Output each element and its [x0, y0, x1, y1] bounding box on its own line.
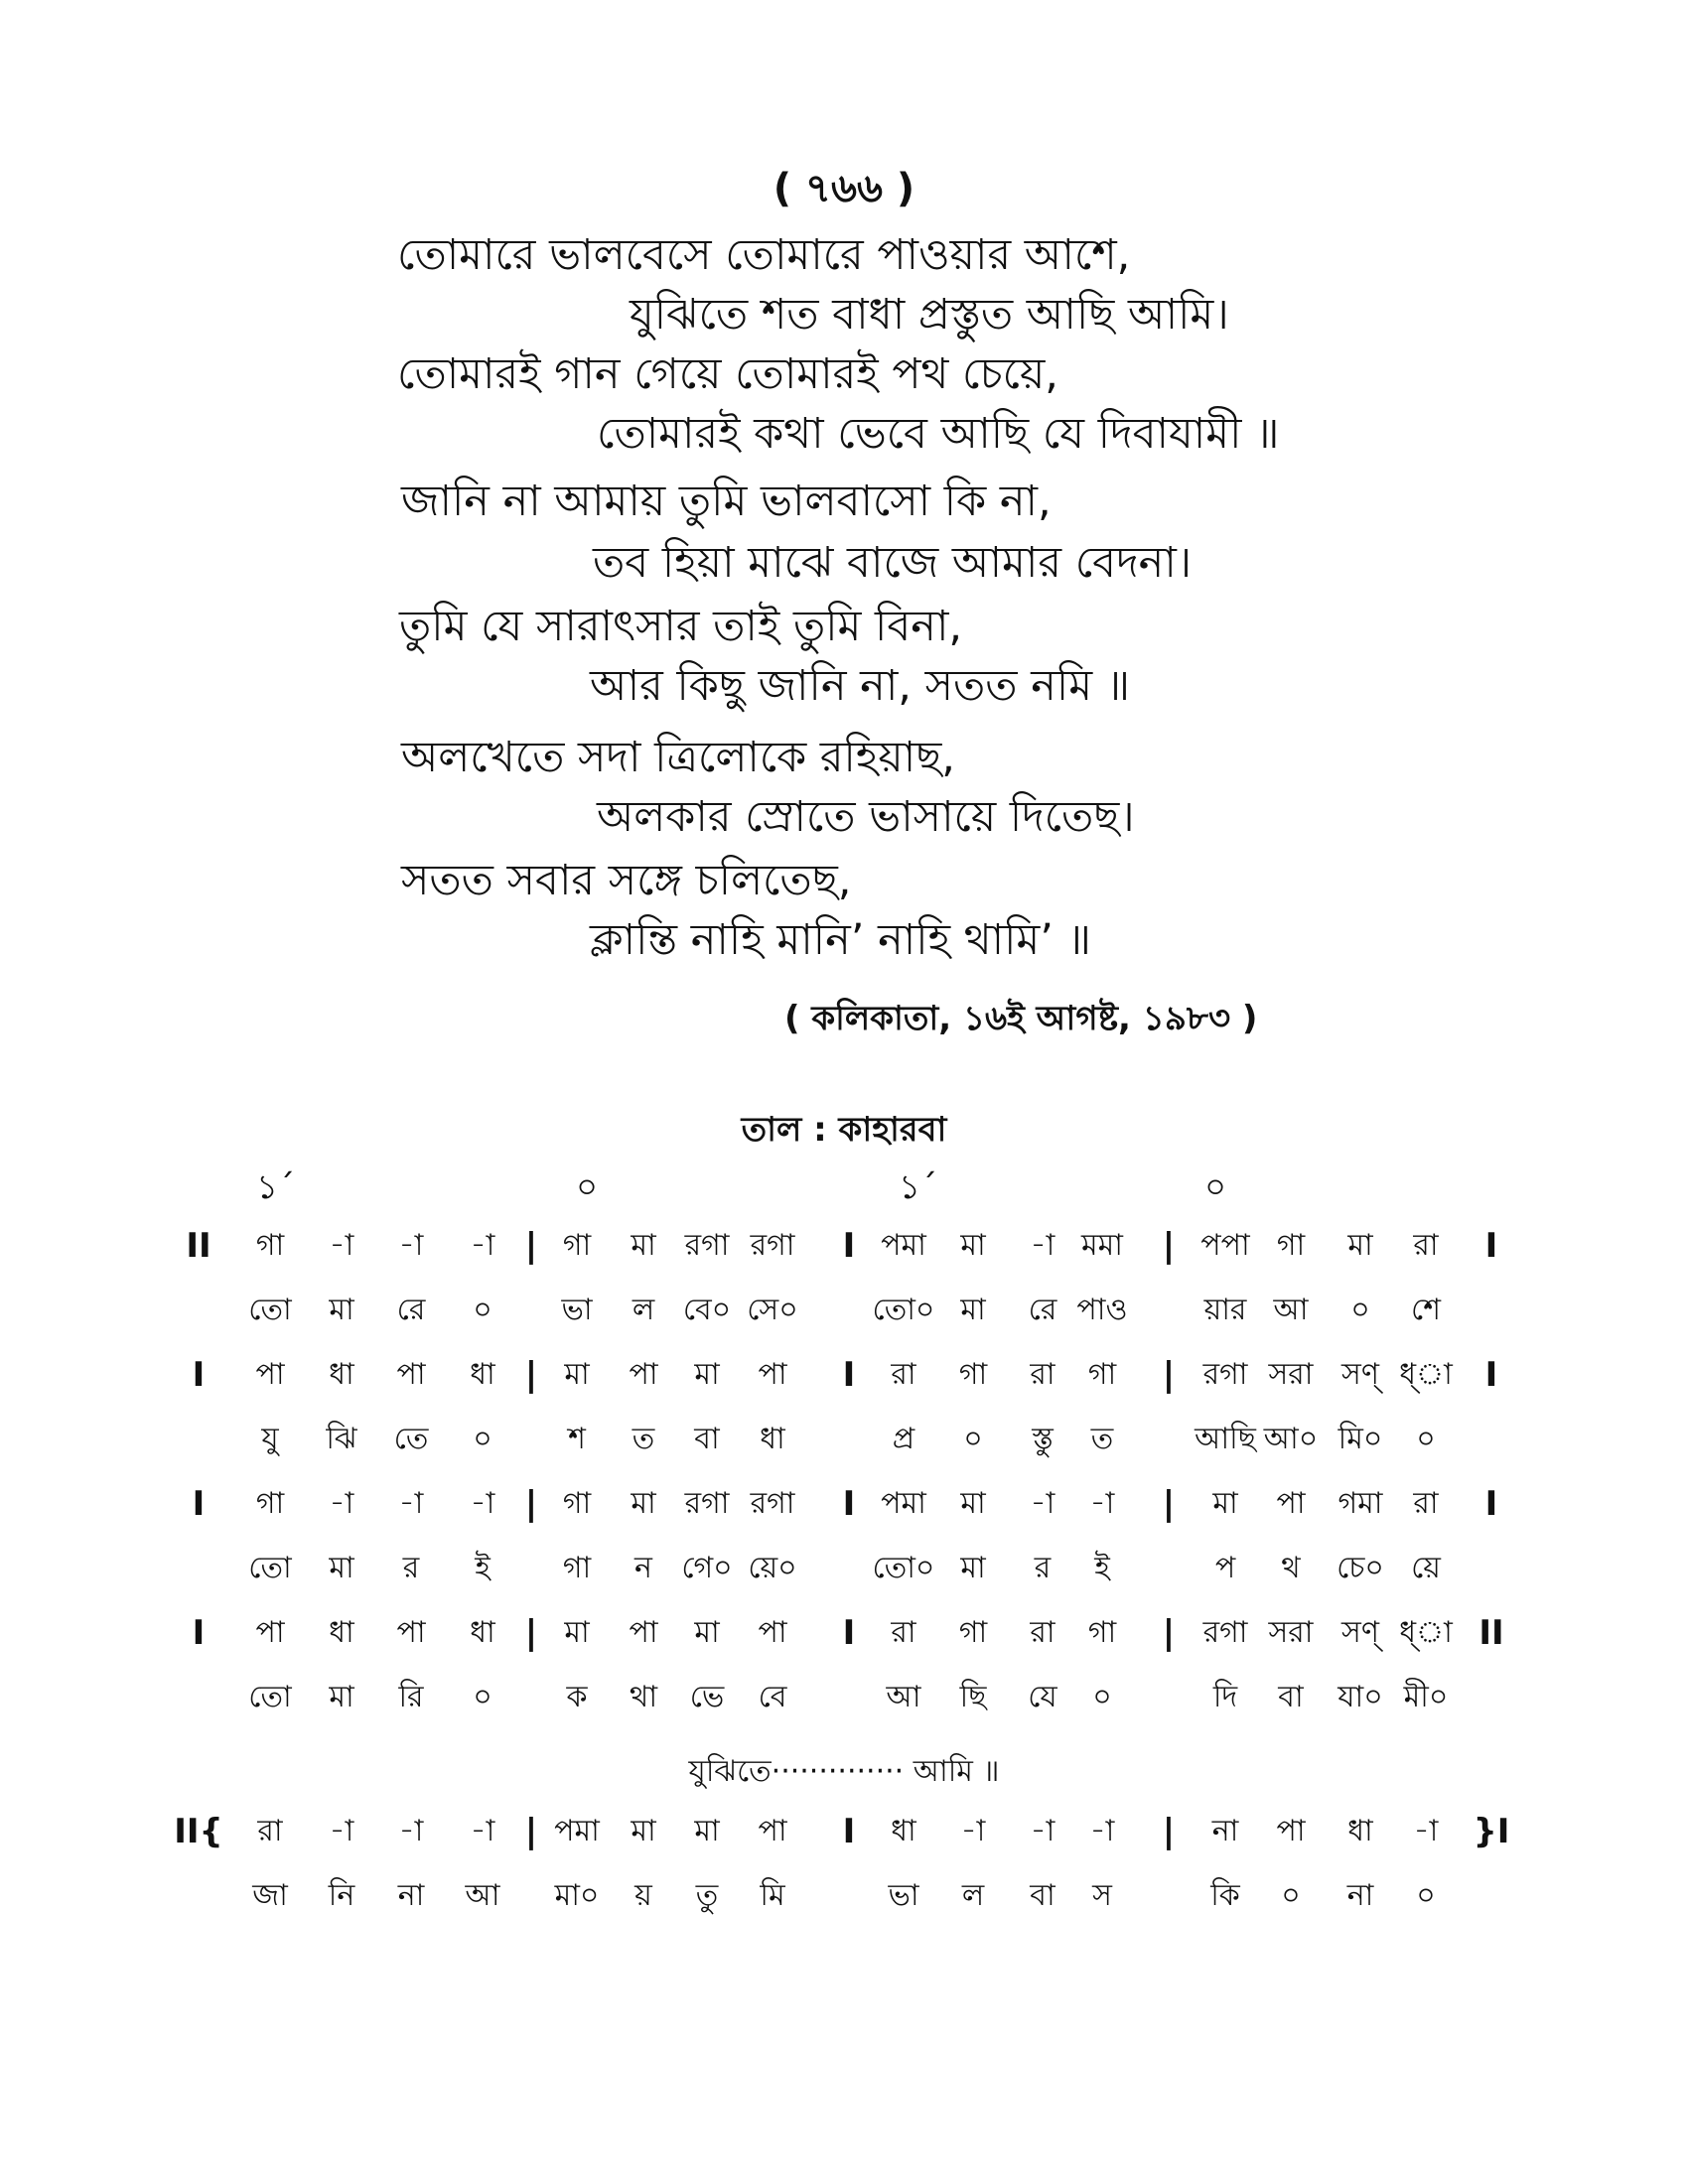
lyric-syllable: প্র: [892, 1422, 915, 1456]
lyric-syllable: শ: [568, 1422, 586, 1456]
lyric-syllable: তো০: [872, 1293, 935, 1327]
swara-note: সরা: [1268, 1357, 1314, 1392]
lyric-syllable: ০: [1416, 1422, 1436, 1456]
swara-note: পা: [629, 1615, 658, 1650]
lyric-syllable: যু: [261, 1422, 279, 1456]
bar-line: |: [1162, 1484, 1176, 1524]
swara-note: গা: [1087, 1357, 1117, 1392]
lyric-syllable: ধা: [760, 1422, 785, 1456]
bar-line: I: [842, 1613, 856, 1653]
lyric-syllable: তো: [248, 1680, 292, 1714]
bar-line: |: [524, 1355, 538, 1395]
swara-note: -া: [1089, 1486, 1115, 1521]
swara-note: ধ্া: [1399, 1357, 1453, 1392]
lyric-syllable: তে: [393, 1422, 429, 1456]
lyric-syllable: ল: [961, 1878, 985, 1913]
bar-line: I: [842, 1484, 856, 1524]
swara-note: ধা: [470, 1357, 495, 1392]
lyric-syllable: দি: [1212, 1680, 1238, 1714]
lyric-syllable: ঝি: [326, 1422, 357, 1456]
lyric-syllable: য়ে০: [748, 1551, 797, 1585]
lyric-syllable: য়: [634, 1878, 652, 1913]
swara-note: পমা: [554, 1814, 600, 1848]
lyric-syllable: ০: [1350, 1293, 1370, 1327]
swara-note: -া: [1413, 1814, 1439, 1848]
lyric-syllable: মী০: [1403, 1680, 1449, 1714]
swara-note: -া: [398, 1814, 424, 1848]
lyric-syllable: মা: [960, 1551, 986, 1585]
lyric-syllable: র: [402, 1551, 420, 1585]
swara-note: রগা: [1202, 1615, 1248, 1650]
bar-line: |: [524, 1226, 538, 1266]
bar-line: |: [524, 1613, 538, 1653]
swara-note: রগা: [684, 1486, 730, 1521]
lyric-line: তুমি যে সারাৎসার তাই তুমি বিনা,: [399, 602, 963, 651]
swara-note: -া: [329, 1228, 354, 1263]
lyric-syllable: থ: [1281, 1551, 1301, 1585]
lyric-syllable: না: [397, 1878, 425, 1913]
swara-note: রা: [891, 1357, 916, 1392]
lyric-line: জানি না আমায় তুমি ভালবাসো কি না,: [401, 477, 1052, 526]
swara-note: ধা: [470, 1615, 495, 1650]
lyric-syllable: বা: [1030, 1878, 1055, 1913]
lyric-line: তোমারই কথা ভেবে আছি যে দিবাযামী ॥: [597, 409, 1280, 459]
swara-note: গা: [1087, 1615, 1117, 1650]
beat-mark: ০: [576, 1167, 599, 1207]
swara-note: মা: [631, 1228, 656, 1263]
swara-note: পা: [758, 1357, 787, 1392]
lyric-syllable: আ: [886, 1680, 921, 1714]
lyric-syllable: ল: [632, 1293, 655, 1327]
lyric-syllable: বা: [694, 1422, 720, 1456]
lyric-syllable: রে: [396, 1293, 426, 1327]
lyric-syllable: না: [1346, 1878, 1374, 1913]
swara-note: পা: [758, 1814, 787, 1848]
bar-line: |: [1162, 1355, 1176, 1395]
lyric-syllable: বে: [758, 1680, 787, 1714]
lyric-syllable: আ: [465, 1878, 500, 1913]
lyric-syllable: ০: [1092, 1680, 1112, 1714]
refrain-reference: যুঝিতে·············· আমি ॥: [688, 1754, 1000, 1789]
lyric-syllable: থা: [629, 1680, 658, 1714]
swara-note: সণ্: [1341, 1357, 1379, 1392]
swara-note: ধা: [1347, 1814, 1373, 1848]
swara-note: মা: [631, 1814, 656, 1848]
bar-line: I: [1484, 1484, 1498, 1524]
lyric-syllable: গা: [562, 1551, 592, 1585]
lyric-syllable: ০: [473, 1680, 492, 1714]
swara-note: মা: [1347, 1228, 1373, 1263]
lyric-line: যুঝিতে শত বাধা প্রস্তুত আছি আমি।: [630, 290, 1229, 340]
swara-note: মা: [960, 1486, 986, 1521]
swara-note: সণ্: [1341, 1615, 1379, 1650]
swara-note: পা: [396, 1615, 426, 1650]
swara-note: গা: [958, 1615, 988, 1650]
bar-line: II: [186, 1226, 211, 1266]
swara-note: -া: [470, 1486, 495, 1521]
lyric-syllable: তো০: [872, 1551, 935, 1585]
beat-mark: ১´: [256, 1167, 296, 1207]
swara-note: মা: [1212, 1486, 1238, 1521]
swara-note: রগা: [750, 1228, 795, 1263]
lyric-line: সতত সবার সঙ্গে চলিতেছ,: [401, 856, 852, 905]
lyric-line: তোমারই গান গেয়ে তোমারই পথ চেয়ে,: [397, 349, 1058, 399]
beat-mark: ১´: [899, 1167, 938, 1207]
page-number: ( ৭৬৬ ): [773, 166, 915, 211]
swara-note: ধা: [891, 1814, 916, 1848]
swara-note: রগা: [684, 1228, 730, 1263]
lyric-syllable-row: [0, 1415, 1688, 1464]
lyric-syllable: স: [1092, 1878, 1112, 1913]
lyric-syllable: আ০: [1263, 1422, 1319, 1456]
lyric-syllable: মা: [960, 1293, 986, 1327]
swara-note: রা: [1030, 1357, 1055, 1392]
lyric-syllable: বা: [1278, 1680, 1304, 1714]
lyric-syllable: তো: [248, 1551, 292, 1585]
swara-note: মা: [564, 1615, 590, 1650]
swara-note: রা: [891, 1615, 916, 1650]
lyric-syllable: ভা: [888, 1878, 919, 1913]
swara-note: ধ্া: [1399, 1615, 1453, 1650]
lyric-syllable: স্তু: [1032, 1422, 1054, 1456]
bar-line: |: [1162, 1226, 1176, 1266]
lyric-syllable: ক: [566, 1680, 588, 1714]
lyric-syllable: ভে: [689, 1680, 725, 1714]
lyric-syllable: রি: [398, 1680, 424, 1714]
swara-note: মা: [631, 1486, 656, 1521]
swara-note: পা: [255, 1357, 285, 1392]
lyric-syllable: ০: [1416, 1878, 1436, 1913]
lyric-syllable: যে: [1028, 1680, 1057, 1714]
swara-note: পমা: [881, 1228, 926, 1263]
swara-note: গা: [958, 1357, 988, 1392]
bar-line: I: [192, 1355, 206, 1395]
lyric-syllable: ভা: [561, 1293, 593, 1327]
lyric-line: অলকার স্রোতে ভাসায়ে দিতেছ।: [597, 792, 1135, 842]
lyric-syllable: মা: [329, 1680, 354, 1714]
lyric-syllable: মি: [760, 1878, 785, 1913]
swara-note: রগা: [750, 1486, 795, 1521]
lyric-syllable: ন: [634, 1551, 652, 1585]
bar-line: I: [192, 1484, 206, 1524]
lyric-syllable: চে০: [1336, 1551, 1384, 1585]
bar-line: I: [192, 1613, 206, 1653]
tala-heading: তাল : কাহারবা: [741, 1110, 947, 1150]
swara-note: সরা: [1268, 1615, 1314, 1650]
lyric-line: তব হিয়া মাঝে বাজে আমার বেদনা।: [593, 538, 1193, 588]
lyric-syllable: তো: [248, 1293, 292, 1327]
swara-note: -া: [329, 1486, 354, 1521]
swara-note: পা: [1276, 1814, 1306, 1848]
swara-note: মা: [960, 1228, 986, 1263]
lyric-syllable: জা: [252, 1878, 288, 1913]
lyric-syllable: ০: [473, 1422, 492, 1456]
swara-note: -া: [1030, 1486, 1055, 1521]
lyric-syllable-row: [0, 1673, 1688, 1722]
lyric-syllable: ত: [1090, 1422, 1114, 1456]
swara-note: রা: [257, 1814, 283, 1848]
swara-note: -া: [1089, 1814, 1115, 1848]
bar-line: I: [842, 1812, 856, 1851]
swara-note: মা: [564, 1357, 590, 1392]
swara-note: রগা: [1202, 1357, 1248, 1392]
lyric-syllable: মা: [329, 1293, 354, 1327]
swara-note: -া: [1030, 1814, 1055, 1848]
swara-row: [0, 1807, 1688, 1856]
swara-row: [0, 1350, 1688, 1400]
lyric-syllable: ই: [1094, 1551, 1110, 1585]
bar-line: I: [842, 1226, 856, 1266]
bar-line: II{: [174, 1812, 223, 1851]
swara-note: পা: [758, 1615, 787, 1650]
swara-note: মা: [694, 1357, 720, 1392]
bar-line: |: [1162, 1613, 1176, 1653]
swara-note: মা: [694, 1615, 720, 1650]
lyric-syllable: মা: [329, 1551, 354, 1585]
lyric-syllable: র: [1034, 1551, 1052, 1585]
lyric-line: আর কিছু জানি না, সতত নমি ॥: [590, 661, 1131, 711]
swara-note: পা: [629, 1357, 658, 1392]
swara-note: -া: [398, 1486, 424, 1521]
swara-note: -া: [329, 1814, 354, 1848]
lyric-syllable: য়ার: [1203, 1293, 1247, 1327]
swara-note: গমা: [1337, 1486, 1383, 1521]
lyric-syllable: নি: [328, 1878, 355, 1913]
swara-note: -া: [960, 1814, 986, 1848]
swara-note: না: [1211, 1814, 1239, 1848]
lyric-syllable: বে০: [682, 1293, 732, 1327]
swara-note: গা: [1276, 1228, 1306, 1263]
swara-note: পা: [396, 1357, 426, 1392]
lyric-syllable: মা০: [554, 1878, 600, 1913]
swara-note: পপা: [1200, 1228, 1250, 1263]
lyric-syllable: আ: [1273, 1293, 1309, 1327]
bar-line: I: [1484, 1355, 1498, 1395]
swara-row: [0, 1608, 1688, 1658]
lyric-syllable-row: [0, 1871, 1688, 1921]
lyric-syllable: ছি: [959, 1680, 987, 1714]
bar-line: I: [1484, 1226, 1498, 1266]
swara-note: রা: [1413, 1486, 1439, 1521]
swara-note: গা: [255, 1228, 285, 1263]
bar-line: |: [1162, 1812, 1176, 1851]
swara-note: গা: [562, 1228, 592, 1263]
lyric-line: অলখেতে সদা ত্রিলোকে রহিয়াছ,: [401, 733, 955, 782]
swara-note: -া: [470, 1814, 495, 1848]
bar-line: |: [524, 1484, 538, 1524]
lyric-syllable: কি: [1210, 1878, 1240, 1913]
bar-line: II: [1478, 1613, 1504, 1653]
bar-line: |: [524, 1812, 538, 1851]
lyric-syllable: গে০: [681, 1551, 733, 1585]
swara-note: পা: [1276, 1486, 1306, 1521]
swara-note: গা: [255, 1486, 285, 1521]
swara-note: পা: [255, 1615, 285, 1650]
swara-note: মা: [694, 1814, 720, 1848]
swara-note: রা: [1030, 1615, 1055, 1650]
lyric-syllable: আছি: [1195, 1422, 1256, 1456]
lyric-syllable: ০: [963, 1422, 983, 1456]
lyric-syllable: শে: [1411, 1293, 1441, 1327]
swara-row: [0, 1221, 1688, 1271]
swara-note: -া: [398, 1228, 424, 1263]
lyric-syllable: প: [1214, 1551, 1236, 1585]
lyric-syllable: সে০: [747, 1293, 798, 1327]
lyric-syllable: তু: [695, 1878, 719, 1913]
swara-note: ধা: [329, 1357, 354, 1392]
lyric-syllable: রে: [1028, 1293, 1057, 1327]
swara-row: [0, 1479, 1688, 1529]
lyric-syllable: ই: [475, 1551, 491, 1585]
lyric-syllable: যা০: [1337, 1680, 1383, 1714]
lyric-syllable: পাও: [1076, 1293, 1128, 1327]
swara-note: মমা: [1080, 1228, 1124, 1263]
lyric-syllable-row: [0, 1286, 1688, 1335]
dateline: ( কলিকাতা, ১৬ই আগষ্ট, ১৯৮৩ ): [784, 999, 1258, 1038]
lyric-line: ক্লান্তি নাহি মানি’ নাহি থামি’ ॥: [590, 915, 1091, 965]
bar-line: I: [842, 1355, 856, 1395]
swara-note: গা: [562, 1486, 592, 1521]
lyric-syllable: ০: [473, 1293, 492, 1327]
lyric-line: তোমারে ভালবেসে তোমারে পাওয়ার আশে,: [397, 230, 1131, 280]
swara-note: ধা: [329, 1615, 354, 1650]
lyric-syllable-row: [0, 1544, 1688, 1593]
lyric-syllable: য়ে: [1411, 1551, 1441, 1585]
swara-note: পমা: [881, 1486, 926, 1521]
lyric-syllable: ০: [1281, 1878, 1301, 1913]
lyric-syllable: ত: [632, 1422, 655, 1456]
lyric-syllable: মি০: [1337, 1422, 1383, 1456]
swara-note: -া: [470, 1228, 495, 1263]
swara-note: রা: [1413, 1228, 1439, 1263]
swara-note: -া: [1030, 1228, 1055, 1263]
bar-line: }I: [1473, 1812, 1510, 1851]
beat-mark: ০: [1204, 1167, 1227, 1207]
